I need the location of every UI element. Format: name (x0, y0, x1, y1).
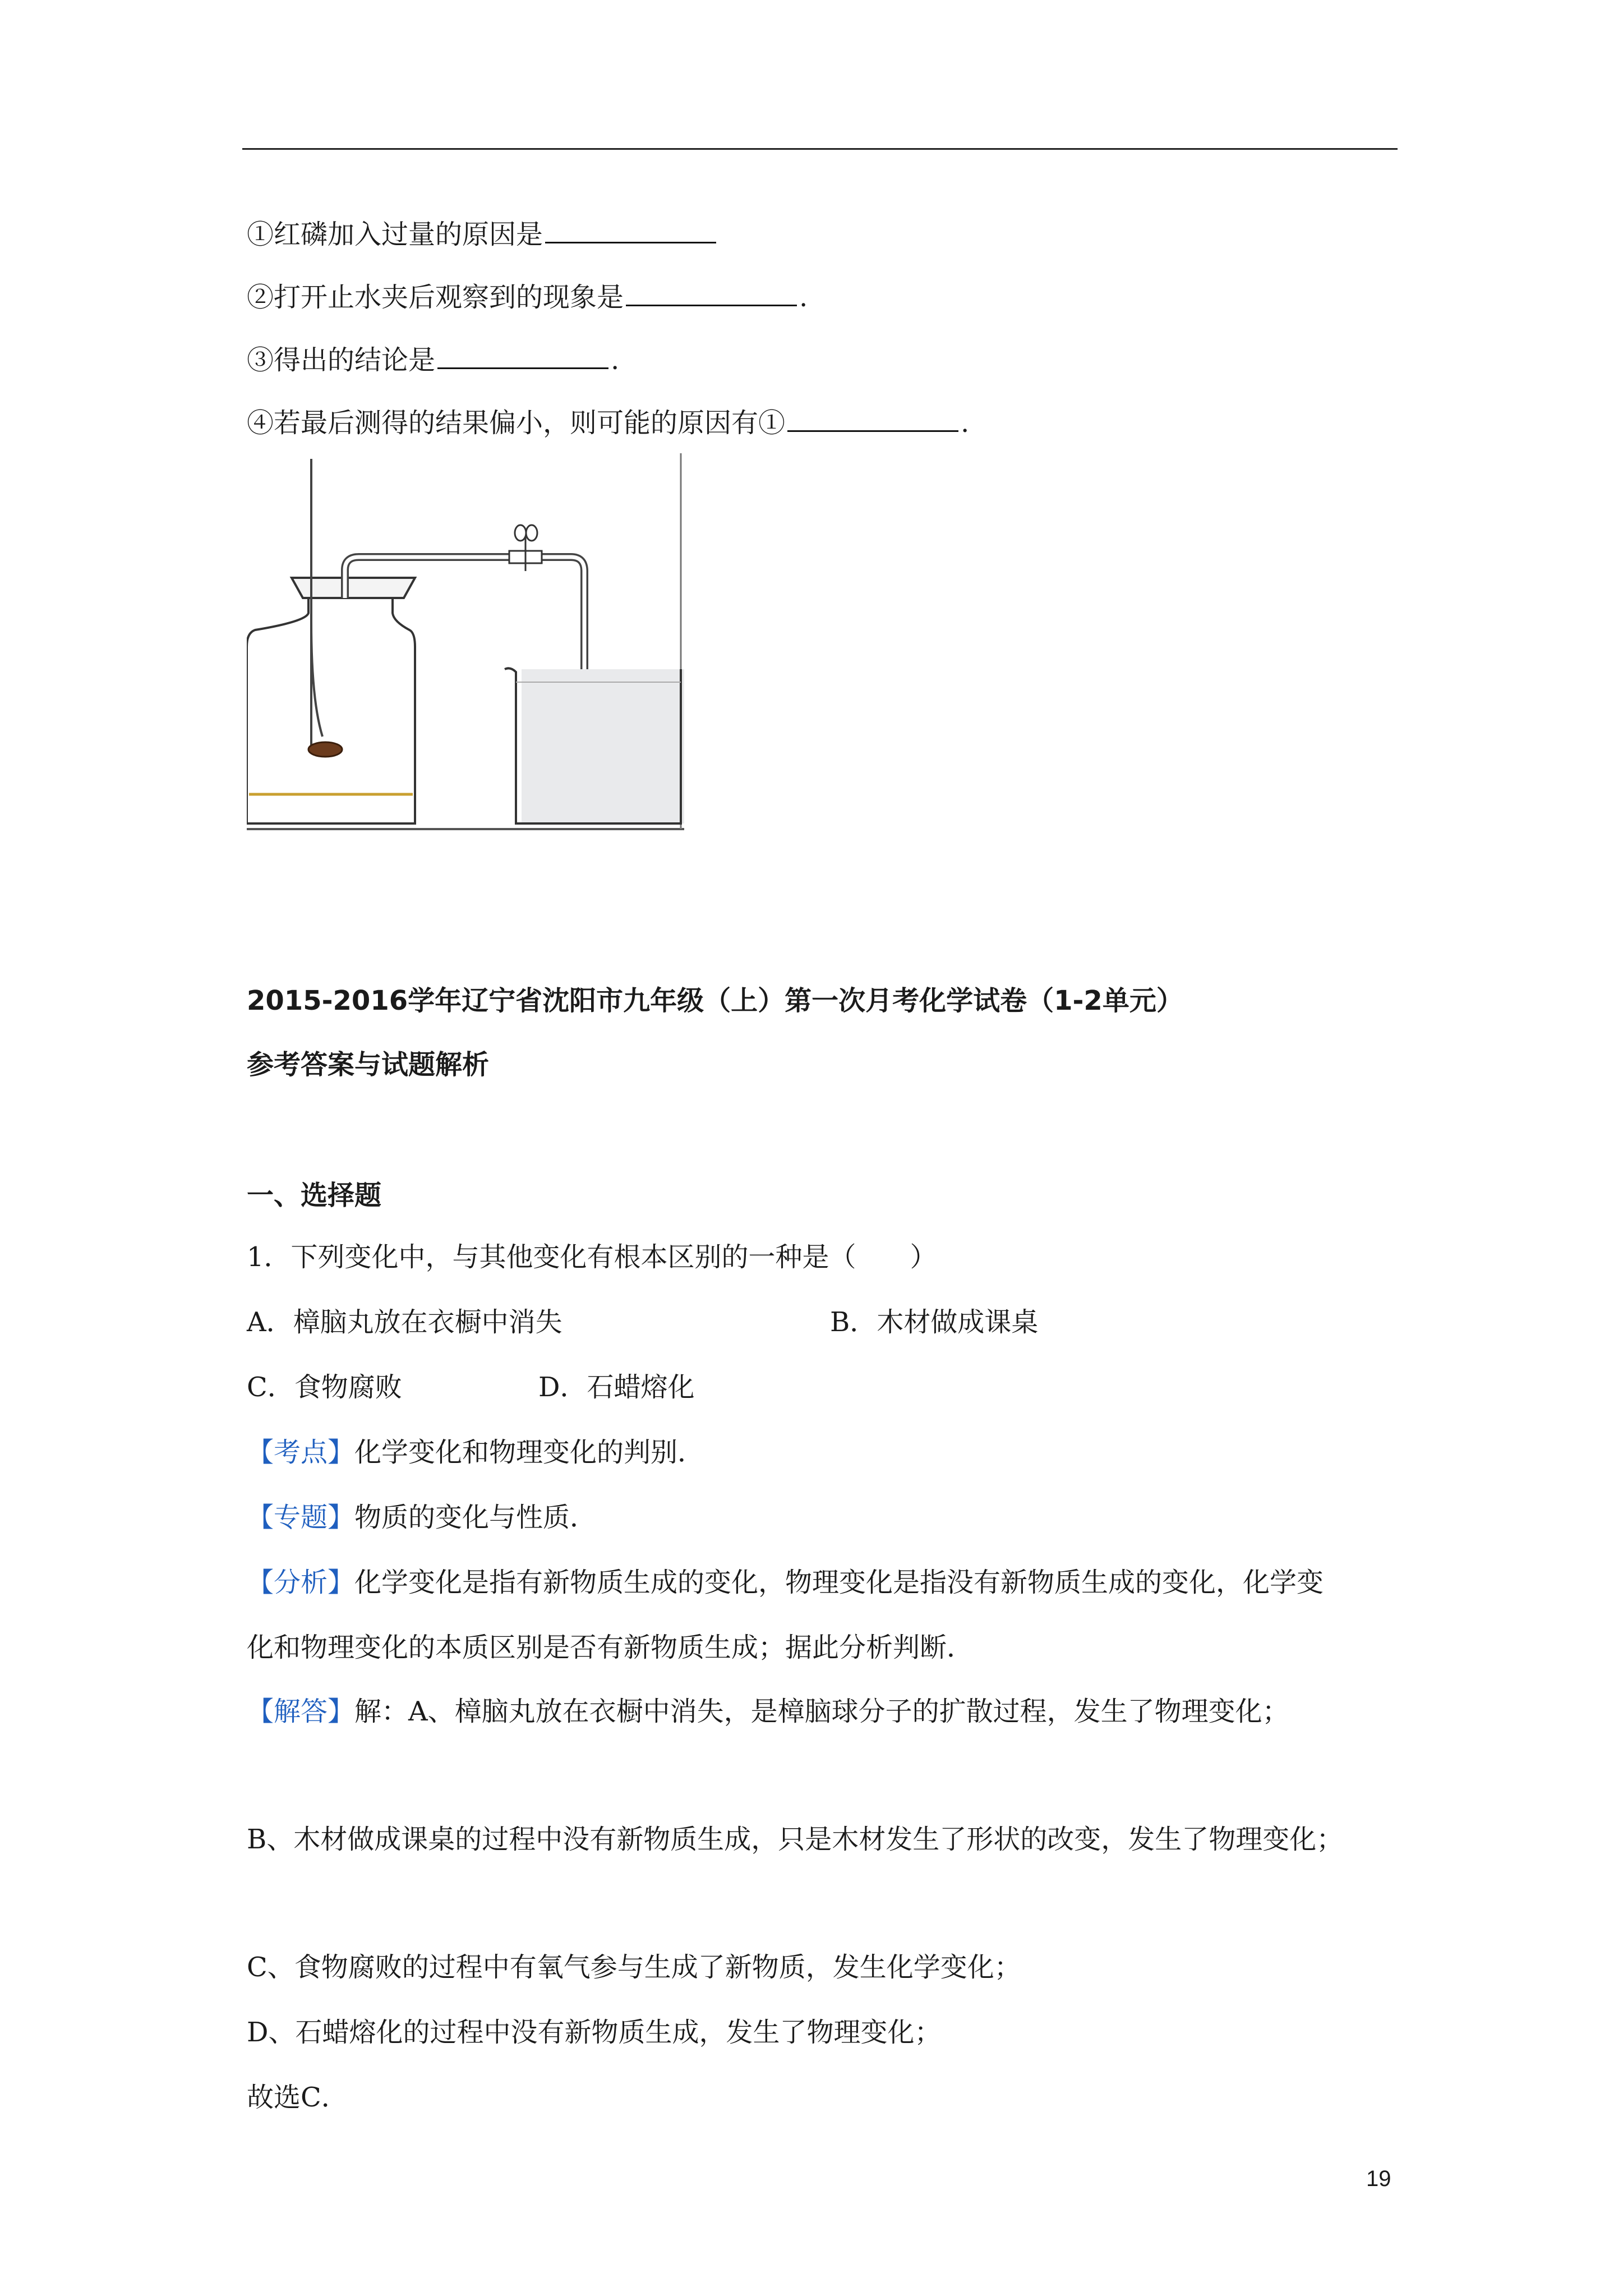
section-heading: 一、选择题 (247, 1180, 382, 1211)
option-b: B．木材做成课桌 (830, 1306, 1039, 1338)
water-clamp-handle-left (515, 525, 526, 541)
option-d: D．石蜡熔化 (538, 1372, 695, 1403)
zhuanti-tag: 【专题】 (247, 1502, 355, 1533)
kaodian-line: 【考点】化学变化和物理变化的判别． (247, 1437, 705, 1468)
blank-question-4: ④若最后测得的结果偏小，则可能的原因有① . (247, 404, 969, 441)
fenxi-tag: 【分析】 (247, 1567, 355, 1598)
jieda-line: 【解答】解：A、樟脑丸放在衣橱中消失，是樟脑球分子的扩散过程，发生了物理变化； (247, 1696, 1289, 1727)
zhuanti-line: 【专题】物质的变化与性质． (247, 1502, 597, 1533)
final-answer: 故选C． (247, 2082, 348, 2113)
answer-blank-2[interactable] (626, 279, 797, 306)
fenxi-line-2: 化和物理变化的本质区别是否有新物质生成；据此分析判断． (247, 1632, 974, 1663)
answer-line-b: B、木材做成课桌的过程中没有新物质生成，只是木材发生了形状的改变，发生了物理变化； (247, 1824, 1344, 1855)
glass-jar (247, 593, 415, 823)
blank-question-2: ②打开止水夹后观察到的现象是 . (247, 279, 808, 315)
page-number: 19 (1366, 2166, 1391, 2191)
blank-question-1: ①红磷加入过量的原因是 (247, 216, 718, 252)
page-title: 2015-2016学年辽宁省沈阳市九年级（上）第一次月考化学试卷（1-2单元） (247, 985, 1183, 1016)
blank-question-3: ③得出的结论是 . (247, 342, 619, 378)
answer-line-d: D、石蜡熔化的过程中没有新物质生成，发生了物理变化； (247, 2017, 942, 2048)
fenxi-line-1: 【分析】化学变化是指有新物质生成的变化，物理变化是指没有新物质生成的变化，化学变 (247, 1567, 1324, 1598)
option-a: A．樟脑丸放在衣橱中消失 (247, 1306, 562, 1338)
header-rule (242, 148, 1398, 150)
question-stem: 1．下列变化中，与其他变化有根本区别的一种是（ ） (247, 1241, 937, 1273)
answer-line-c: C、食物腐败的过程中有氧气参与生成了新物质，发生化学变化； (247, 1952, 1021, 1983)
kaodian-tag: 【考点】 (247, 1437, 355, 1468)
answer-blank-3[interactable] (437, 342, 608, 369)
water-clamp-handle-right (526, 525, 537, 541)
answer-blank-4[interactable] (787, 404, 958, 432)
apparatus-figure (247, 453, 684, 835)
option-c: C．食物腐败 (247, 1372, 402, 1403)
jieda-tag: 【解答】 (247, 1696, 355, 1727)
page-subtitle: 参考答案与试题解析 (247, 1049, 490, 1080)
red-phosphorus (308, 742, 342, 757)
answer-blank-1[interactable] (545, 216, 716, 243)
beaker-water (522, 669, 684, 823)
